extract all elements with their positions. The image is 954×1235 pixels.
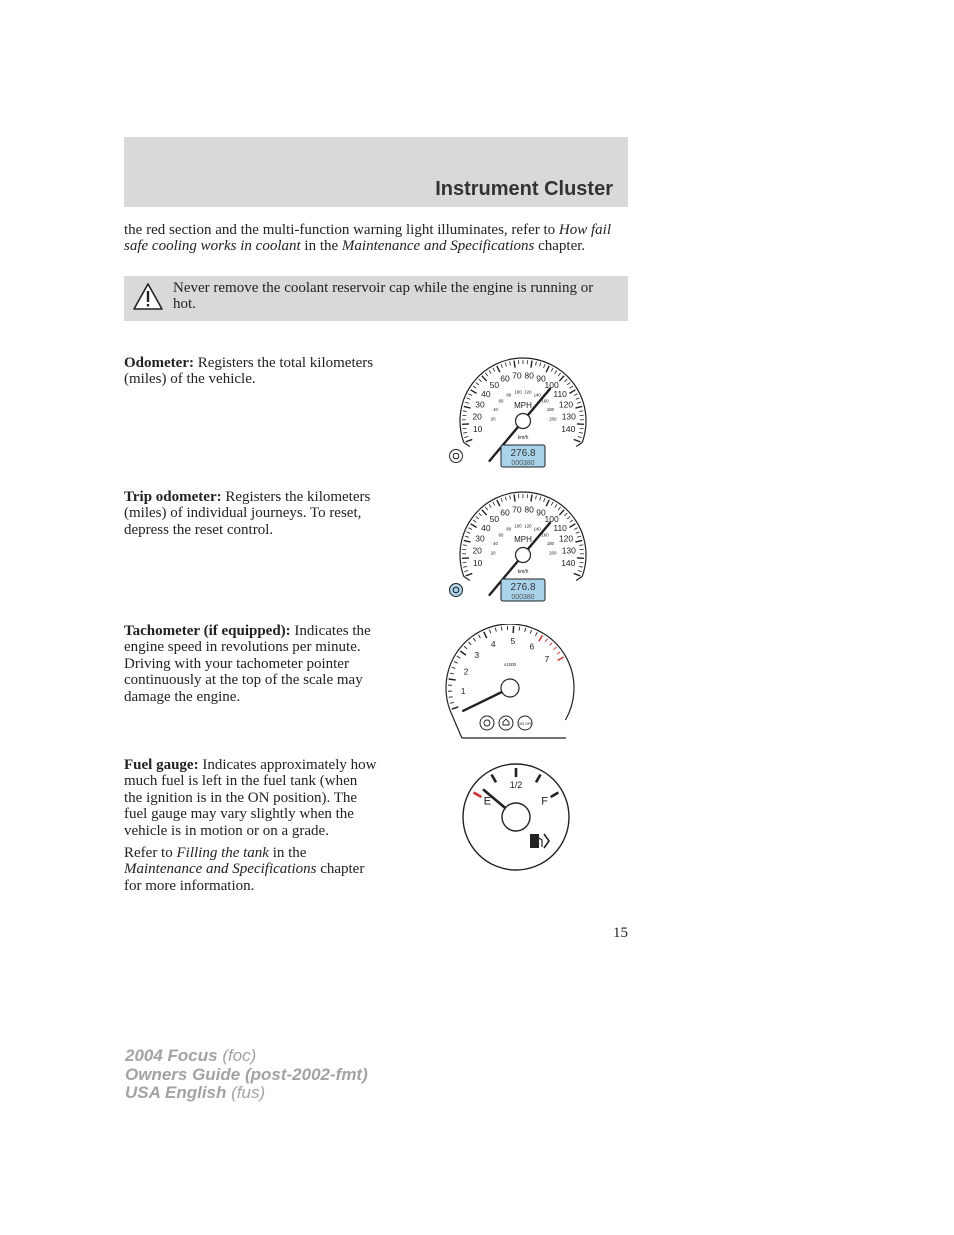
dial-base-left <box>464 443 470 447</box>
dial-tick <box>479 379 482 382</box>
fuel-ref-2: Maintenance and Specifications <box>124 861 317 878</box>
kmh-label: 100 <box>514 523 522 529</box>
dial-tick <box>471 390 477 394</box>
dial-tick <box>464 540 471 542</box>
dial-tick <box>462 562 466 563</box>
mph-label: 120 <box>558 399 574 410</box>
kmh-label: 180 <box>546 406 555 412</box>
dial-tick <box>497 366 500 372</box>
reset-control-icon <box>450 584 463 597</box>
mph-label: 90 <box>536 373 546 384</box>
fuel-half-label: 1/2 <box>509 780 523 790</box>
tachometer-section <box>124 623 379 705</box>
fuel-hub <box>502 803 530 831</box>
kmh-label: 200 <box>549 416 557 422</box>
mph-label: 10 <box>472 423 483 434</box>
tach-tick <box>550 643 553 646</box>
dial-tick <box>468 528 472 530</box>
intro-text-3: chapter. <box>534 238 586 255</box>
dial-tick <box>580 428 584 429</box>
dial-tick <box>493 502 495 505</box>
dial-tick <box>540 363 541 367</box>
dial-tick <box>489 504 491 507</box>
dial-tick <box>578 436 582 437</box>
mph-label: 20 <box>472 411 482 422</box>
dial-tick <box>570 520 573 522</box>
fuel-ref-text-2: in the <box>268 845 307 862</box>
dial-tick <box>514 495 515 502</box>
dial-tick <box>501 498 502 502</box>
intro-ref-2: Maintenance and Specifications <box>341 238 535 255</box>
dial-tick <box>578 570 582 571</box>
dial-tick <box>579 411 583 412</box>
mph-label: 40 <box>481 522 491 533</box>
page-title: Instrument Cluster <box>435 178 613 200</box>
kmh-label: 160 <box>541 532 549 538</box>
tach-tick <box>449 697 453 698</box>
kmh-label: 80 <box>506 392 512 398</box>
dial-tick <box>580 562 584 563</box>
dial-tick <box>505 363 506 367</box>
dial-tick <box>567 382 570 385</box>
tach-tick <box>450 673 454 674</box>
kmh-label: 20 <box>490 550 496 556</box>
dial-tick <box>536 361 537 365</box>
tach-label: 3 <box>474 649 480 660</box>
dial-tick <box>485 507 487 510</box>
fuel-full-label: F <box>541 795 548 808</box>
dial-tick <box>540 497 541 501</box>
dial-tick <box>482 376 487 381</box>
tach-label: 2 <box>463 666 469 677</box>
tach-tick <box>535 632 537 636</box>
mph-label: 80 <box>524 504 534 515</box>
dial-tick <box>467 398 471 400</box>
tach-label: 1 <box>460 686 466 697</box>
kmh-label: 60 <box>498 532 504 538</box>
dial-tick <box>558 507 560 510</box>
dial-tick <box>531 361 532 368</box>
kmh-unit: km/h <box>517 569 529 575</box>
tach-tick <box>450 702 454 703</box>
footer-guide: Owners Guide (post-2002-fmt) <box>125 1064 368 1084</box>
intro-text-2: in the <box>300 238 342 255</box>
tach-tick <box>452 707 459 709</box>
dial-tick <box>473 520 476 522</box>
traction-icon-ring <box>480 716 494 730</box>
footer-model: 2004 Focus <box>125 1046 218 1065</box>
dial-tick <box>464 436 468 437</box>
dial-tick <box>497 500 500 506</box>
tach-tick <box>473 638 475 641</box>
dial-tick <box>574 573 581 575</box>
tach-label: 4 <box>490 639 496 650</box>
tach-tick <box>539 635 543 641</box>
tach-tick <box>495 628 496 632</box>
odometer-section <box>124 355 379 388</box>
mph-label: 70 <box>512 504 522 515</box>
tach-tick <box>519 627 520 631</box>
dial-tick <box>579 432 583 433</box>
reset-button-outer <box>450 584 463 597</box>
footer-language-code: (fus) <box>226 1083 266 1103</box>
intro-ref-1: How fail safe cooling works in coolant <box>124 222 611 255</box>
kmh-label: 60 <box>498 398 504 404</box>
fuel-gauge-section <box>124 757 379 894</box>
dial-base-right <box>576 443 582 447</box>
dial-tick <box>463 411 467 412</box>
fuel-empty-label: E <box>483 795 492 808</box>
dial-tick <box>505 497 506 501</box>
dial-tick <box>575 540 582 542</box>
speedometer-odometer-illustration <box>446 355 590 475</box>
mph-label: 30 <box>475 399 485 410</box>
trip-readout: 276.8 <box>510 448 536 459</box>
kmh-label: 120 <box>524 389 532 395</box>
tach-tick <box>454 661 458 663</box>
dial-tick <box>579 545 583 546</box>
mph-label: 120 <box>558 533 574 544</box>
dial-tick <box>476 516 479 519</box>
tach-tick <box>484 632 487 638</box>
dial-tick <box>493 368 495 371</box>
mph-label: 50 <box>489 513 500 524</box>
dial-tick <box>464 570 468 571</box>
dial-tick <box>546 366 549 372</box>
odometer-display <box>501 445 545 467</box>
tach-tick <box>530 630 531 634</box>
trip-odometer-section <box>124 489 379 538</box>
dial-tick <box>463 566 467 567</box>
home-icon-ring <box>499 716 513 730</box>
intro-paragraph <box>124 222 629 255</box>
dial-tick <box>465 402 469 403</box>
dial-tick <box>546 500 549 506</box>
fuel-ref-text-3: chapter for more information. <box>124 861 365 894</box>
mph-label: 60 <box>500 373 510 384</box>
trip-odometer-label: Trip odometer: <box>124 489 222 505</box>
footer <box>125 1047 368 1103</box>
dial-tick <box>510 361 511 365</box>
tach-tick <box>452 667 456 668</box>
mph-label: 10 <box>472 557 483 568</box>
kmh-label: 140 <box>533 392 541 398</box>
tach-tick <box>464 646 467 649</box>
trip-readout: 276.8 <box>510 582 536 593</box>
fuel-gauge-text: Indicates approximately how much fuel is left in the fuel tank (when the ignition is in the ON position). The fuel gauge may vary slightly when the vehicle is in motion or on a grade. <box>124 757 377 839</box>
fuel-pump-body <box>530 834 539 848</box>
fuel-ref-1: Filling the tank <box>176 845 269 862</box>
dial-tick <box>463 432 467 433</box>
kmh-label: 120 <box>524 523 532 529</box>
dial-tick <box>574 394 578 396</box>
mph-unit: MPH <box>514 535 532 544</box>
tach-tick <box>478 635 480 638</box>
odometer-text: Registers the total kilometers (miles) of the vehicle. <box>124 355 374 388</box>
tach-label: 6 <box>529 641 535 652</box>
mph-label: 70 <box>512 370 522 381</box>
intro-text-1: the red section and the multi-function warning light illuminates, refer to <box>124 222 559 238</box>
dial-tick <box>577 536 581 537</box>
dial-tick <box>559 376 564 381</box>
kmh-unit: km/h <box>517 435 529 441</box>
dial-tick <box>482 510 487 515</box>
odometer-readout: 000380 <box>511 594 535 601</box>
dial-tick <box>479 513 482 516</box>
dial-tick <box>465 536 469 537</box>
dial-base-left <box>464 577 470 581</box>
mph-label: 30 <box>475 533 485 544</box>
dial-tick <box>536 495 537 499</box>
kmh-label: 180 <box>546 540 555 546</box>
dial-tick <box>462 428 466 429</box>
odometer-label: Odometer: <box>124 355 194 371</box>
tach-tick <box>460 651 466 655</box>
fuel-ref-text-1: Refer to <box>124 845 177 862</box>
kmh-label: 140 <box>533 526 541 532</box>
od-off-icon-label: O/D OFF <box>517 722 533 726</box>
tach-hub <box>501 679 519 697</box>
mph-label: 80 <box>524 370 534 381</box>
dial-tick <box>501 364 502 368</box>
mph-label: 140 <box>561 423 576 434</box>
tach-label: 5 <box>510 636 516 647</box>
mph-label: 20 <box>472 545 482 556</box>
dial-tick <box>555 370 557 373</box>
trip-odometer-text: Registers the kilometers (miles) of individual journeys. To reset, depress the reset control. <box>124 489 371 538</box>
tach-label: 7 <box>544 654 550 665</box>
mph-label: 130 <box>561 545 576 556</box>
needle-hub <box>516 548 531 563</box>
kmh-label: 80 <box>506 526 512 532</box>
dial-tick <box>551 368 553 371</box>
warning-text: Never remove the coolant reservoir cap while the engine is running or hot. <box>173 280 594 313</box>
dial-tick <box>468 394 472 396</box>
footer-language: USA English <box>125 1083 227 1103</box>
dial-tick <box>564 513 567 516</box>
kmh-label: 100 <box>514 389 522 395</box>
odometer-display <box>501 579 545 601</box>
kmh-label: 40 <box>493 406 498 412</box>
footer-model-code: (foc) <box>217 1046 257 1065</box>
dial-tick <box>574 439 581 441</box>
mph-label: 110 <box>553 388 567 399</box>
dial-tick <box>467 532 471 534</box>
dial-tick <box>510 495 511 499</box>
dial-tick <box>570 386 573 388</box>
traction-icon <box>480 716 494 730</box>
tach-tick <box>545 639 547 642</box>
dial-tick <box>551 502 553 505</box>
dial-tick <box>576 398 580 400</box>
dial-tick <box>555 504 557 507</box>
dial-tick <box>569 390 575 394</box>
dial-tick <box>466 573 473 575</box>
mph-label: 90 <box>536 507 546 518</box>
tach-tick <box>501 627 502 631</box>
reset-control-icon <box>450 450 463 463</box>
tach-base-left <box>450 710 462 738</box>
mph-label: 60 <box>500 507 510 518</box>
mph-label: 130 <box>561 411 576 422</box>
dial-tick <box>579 566 583 567</box>
mph-unit: MPH <box>514 401 532 410</box>
mph-label: 40 <box>481 388 491 399</box>
dial-tick <box>569 524 575 528</box>
reset-button-outer <box>450 450 463 463</box>
warning-icon <box>132 282 164 311</box>
tach-tick <box>449 679 456 680</box>
dial-tick <box>476 382 479 385</box>
dial-tick <box>463 545 467 546</box>
speedometer-trip-illustration <box>446 489 590 609</box>
tachometer-label: Tachometer (if equipped): <box>124 623 291 639</box>
home-icon <box>499 716 513 730</box>
dial-tick <box>564 379 567 382</box>
od-off-icon <box>518 716 533 730</box>
fuel-gauge-illustration <box>458 760 574 874</box>
tach-tick <box>554 647 557 650</box>
dial-tick <box>466 439 473 441</box>
kmh-label: 20 <box>490 416 496 422</box>
tach-multiplier: x1000 <box>503 662 517 667</box>
dial-tick <box>489 370 491 373</box>
tachometer-text: Indicates the engine speed in revolutions per minute. Driving with your tachometer pointer continuously at the top of the scale may damage the engine. <box>124 623 371 705</box>
dial-tick <box>485 373 487 376</box>
dial-tick <box>544 364 545 368</box>
header-band <box>124 137 628 207</box>
dial-tick <box>575 406 582 408</box>
mph-label: 100 <box>544 513 559 524</box>
tach-tick <box>489 629 490 633</box>
mph-label: 110 <box>553 522 567 533</box>
dial-tick <box>577 402 581 403</box>
kmh-label: 200 <box>549 550 557 556</box>
dial-tick <box>514 361 515 368</box>
odometer-readout: 000380 <box>511 460 535 467</box>
dial-tick <box>471 524 477 528</box>
dial-tick <box>544 498 545 502</box>
tach-tick <box>469 642 472 645</box>
warning-box <box>124 276 628 321</box>
dial-tick <box>473 386 476 388</box>
mph-label: 100 <box>544 379 559 390</box>
dial-tick <box>464 406 471 408</box>
kmh-label: 160 <box>541 398 549 404</box>
dial-tick <box>531 495 532 502</box>
dial-base-right <box>576 577 582 581</box>
page-number: 15 <box>613 925 628 941</box>
tach-tick <box>457 656 460 658</box>
kmh-label: 40 <box>493 540 498 546</box>
fuel-gauge-label: Fuel gauge: <box>124 757 199 773</box>
dial-tick <box>559 510 564 515</box>
tachometer-illustration <box>444 624 578 742</box>
tach-tick <box>558 657 564 661</box>
dial-tick <box>574 528 578 530</box>
dial-tick <box>567 516 570 519</box>
dial-tick <box>576 532 580 534</box>
tach-tick <box>525 628 526 632</box>
needle-hub <box>516 414 531 429</box>
dial-tick <box>558 373 560 376</box>
mph-label: 50 <box>489 379 500 390</box>
tach-tick <box>557 652 560 654</box>
mph-label: 140 <box>561 557 576 568</box>
